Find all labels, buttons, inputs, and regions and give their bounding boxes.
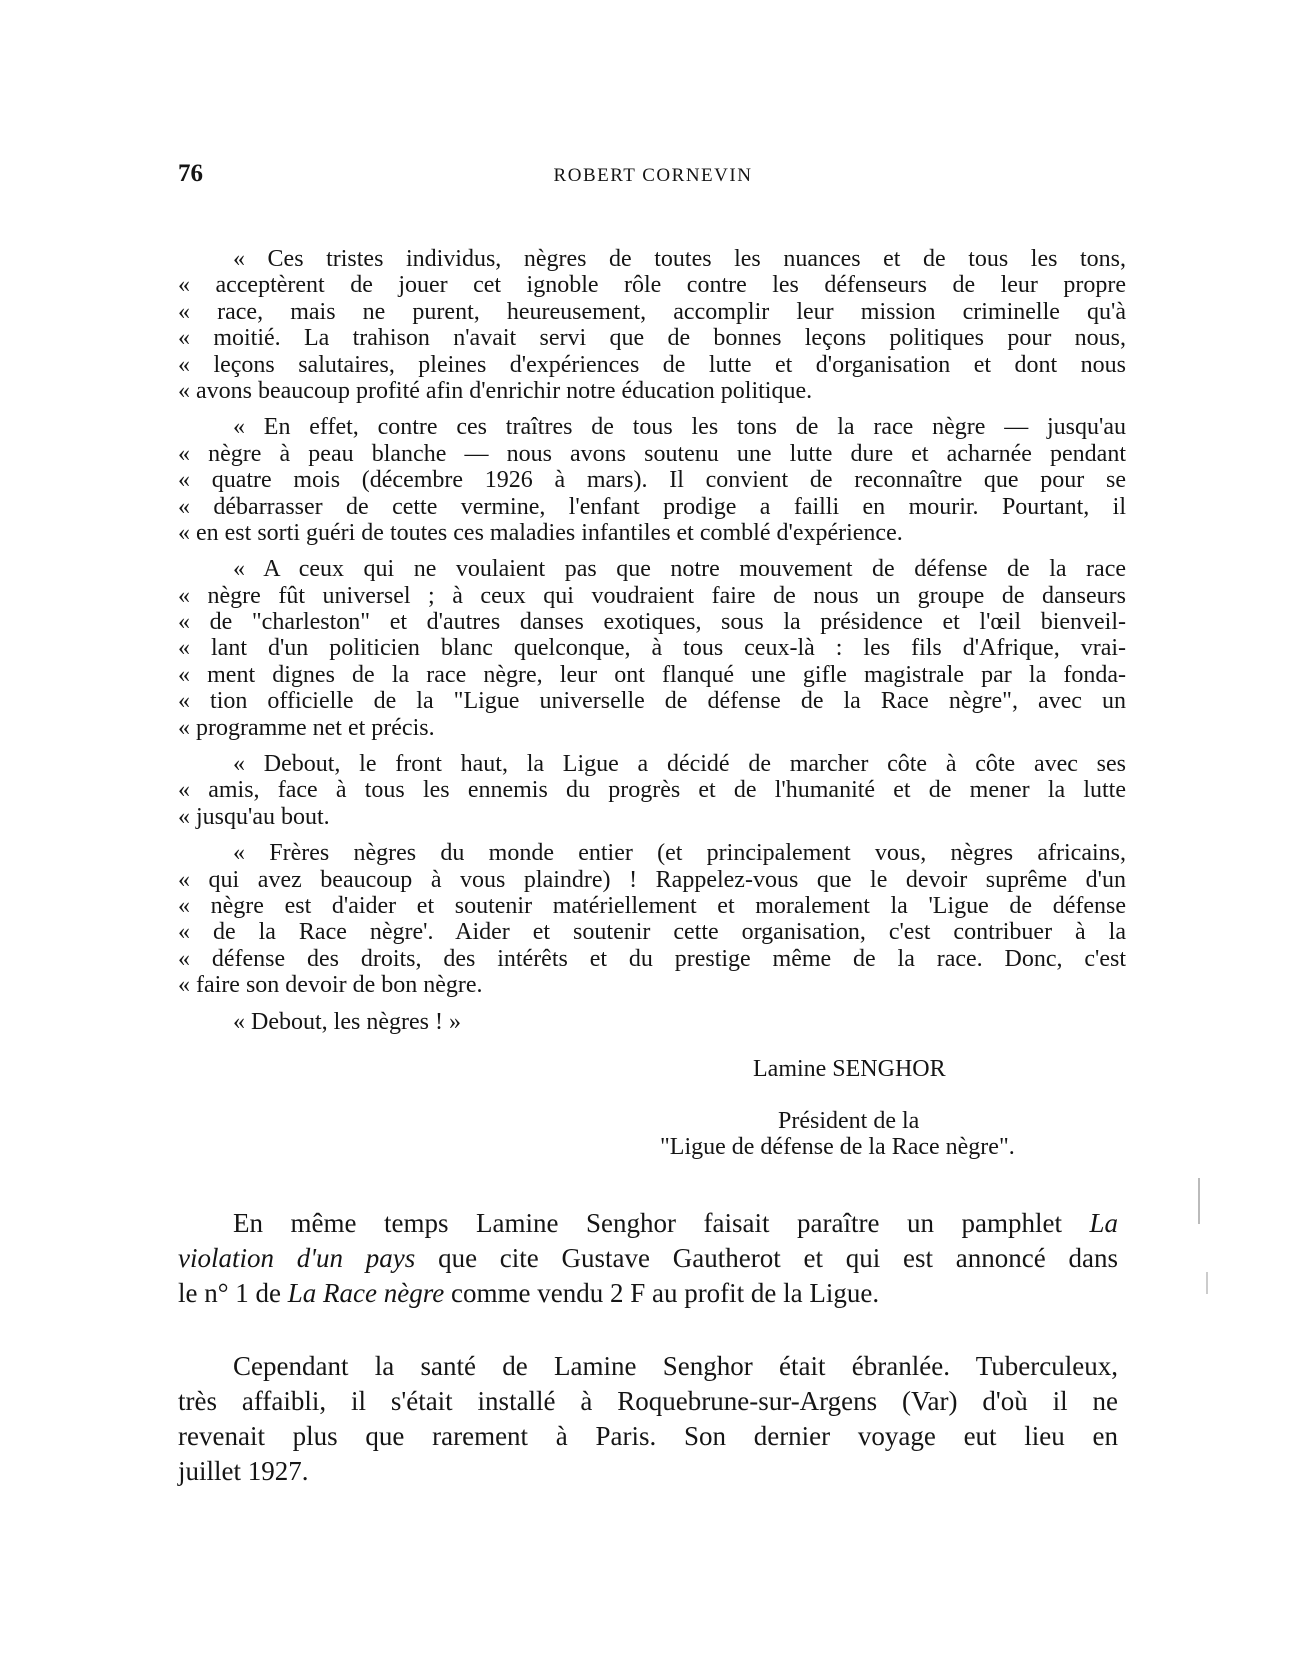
quote-line: « programme net et précis. [178, 714, 435, 741]
quoted-manifesto [178, 246, 1126, 1045]
quote-line: « nègre à peau blanche — nous avons soutenu une lutte dure et acharnée pendant [178, 440, 1126, 467]
scan-margin-mark [1206, 1272, 1208, 1294]
quote-line: « moitié. La trahison n'avait servi que de bonnes leçons politiques pour nous, [178, 325, 1126, 352]
signature-title-line-1: Président de la [778, 1108, 920, 1134]
quote-line: « acceptèrent de jouer cet ignoble rôle contre les défenseurs de leur propre [178, 272, 1126, 299]
body-line [178, 1206, 1118, 1241]
quote-line: « amis, face à tous les ennemis du progrès et de l'humanité et de mener la lutte [178, 777, 1126, 804]
quote-line: « qui avez beaucoup à vous plaindre) ! Rappelez-vous que le devoir suprême d'un [178, 866, 1126, 893]
body-line: Cependant la santé de Lamine Senghor était ébranlée. Tuberculeux, [233, 1351, 1118, 1381]
quote-line: « jusqu'au bout. [178, 803, 330, 830]
quote-line: « de "charleston" et d'autres danses exotiques, sous la présidence et l'œil bienveil- [178, 609, 1126, 636]
quote-line: « Frères nègres du monde entier (et principalement vous, nègres africains, [233, 840, 1126, 867]
body-paragraph-1 [178, 1206, 1118, 1311]
quote-line: « ment dignes de la race nègre, leur ont flanqué une gifle magistrale par la fonda- [178, 661, 1126, 688]
quote-line: « tion officielle de la "Ligue universelle de défense de la Race nègre", avec un [178, 688, 1126, 715]
scan-margin-mark [1198, 1178, 1200, 1224]
body-line [178, 1241, 1118, 1276]
body-line: revenait plus que rarement à Paris. Son dernier voyage eut lieu en [178, 1421, 1118, 1451]
quote-paragraph-2 [178, 414, 1126, 546]
quote-line: « nègre fût universel ; à ceux qui voudraient faire de nous un groupe de danseurs [178, 582, 1126, 609]
quote-line: « race, mais ne purent, heureusement, accomplir leur mission criminelle qu'à [178, 298, 1126, 325]
running-head: ROBERT CORNEVIN [553, 165, 753, 186]
body-text-segment: comme vendu 2 F au profit de la Ligue. [444, 1278, 880, 1308]
quote-line: « quatre mois (décembre 1926 à mars). Il convient de reconnaître que pour se [178, 467, 1126, 494]
quote-line: « En effet, contre ces traîtres de tous les tons de la race nègre — jusqu'au [233, 414, 1126, 441]
body-line [178, 1276, 1118, 1311]
quote-line: « faire son devoir de bon nègre. [178, 972, 483, 999]
quote-paragraph-1 [178, 246, 1126, 404]
body-text-segment: que cite Gustave Gautherot et qui est annoncé dans [415, 1243, 1118, 1273]
quote-line: « défense des droits, des intérêts et du prestige même de la race. Donc, c'est [178, 945, 1126, 972]
quote-line: « en est sorti guéri de toutes ces maladies infantiles et comblé d'expérience. [178, 519, 903, 546]
quote-line: « Ces tristes individus, nègres de toutes les nuances et de tous les tons, [233, 246, 1126, 272]
body-paragraph-2 [178, 1349, 1118, 1489]
body-text-segment: En même temps Lamine Senghor faisait paraître un pamphlet [233, 1208, 1090, 1238]
journal-title-italic: La Race nègre [287, 1278, 445, 1308]
page-header [178, 160, 1128, 200]
quote-paragraph-5 [178, 840, 1126, 998]
signature-title-line-2: "Ligue de défense de la Race nègre". [660, 1134, 1015, 1160]
quote-paragraph-4 [178, 751, 1126, 830]
quote-line: « Debout, les nègres ! » [233, 1008, 461, 1035]
quote-line: « de la Race nègre'. Aider et soutenir cette organisation, c'est contribuer à la [178, 919, 1126, 946]
quote-line: « A ceux qui ne voulaient pas que notre mouvement de défense de la race [233, 556, 1126, 583]
quote-line: « leçons salutaires, pleines d'expériences de lutte et d'organisation et dont nous [178, 351, 1126, 378]
book-title-italic: La [1089, 1208, 1118, 1238]
quote-line: « Debout, le front haut, la Ligue a décidé de marcher côte à côte avec ses [233, 751, 1126, 778]
body-line: juillet 1927. [178, 1456, 309, 1486]
quote-line: « débarrasser de cette vermine, l'enfant prodige a failli en mourir. Pourtant, il [178, 493, 1126, 520]
quote-line: « avons beaucoup profité afin d'enrichir notre éducation politique. [178, 377, 813, 404]
signature-name: Lamine SENGHOR [753, 1056, 946, 1082]
book-title-italic: violation d'un pays [178, 1243, 416, 1273]
quote-paragraph-3 [178, 556, 1126, 741]
quote-paragraph-6 [178, 1009, 1126, 1035]
body-text-segment: le n° 1 de [178, 1278, 288, 1308]
quote-line: « lant d'un politicien blanc quelconque, à tous ceux-là : les fils d'Afrique, vrai- [178, 635, 1126, 662]
page-number: 76 [178, 160, 203, 187]
quote-line: « nègre est d'aider et soutenir matériellement et moralement la 'Ligue de défense [178, 892, 1126, 919]
body-line: très affaibli, il s'était installé à Roquebrune-sur-Argens (Var) d'où il ne [178, 1386, 1118, 1416]
